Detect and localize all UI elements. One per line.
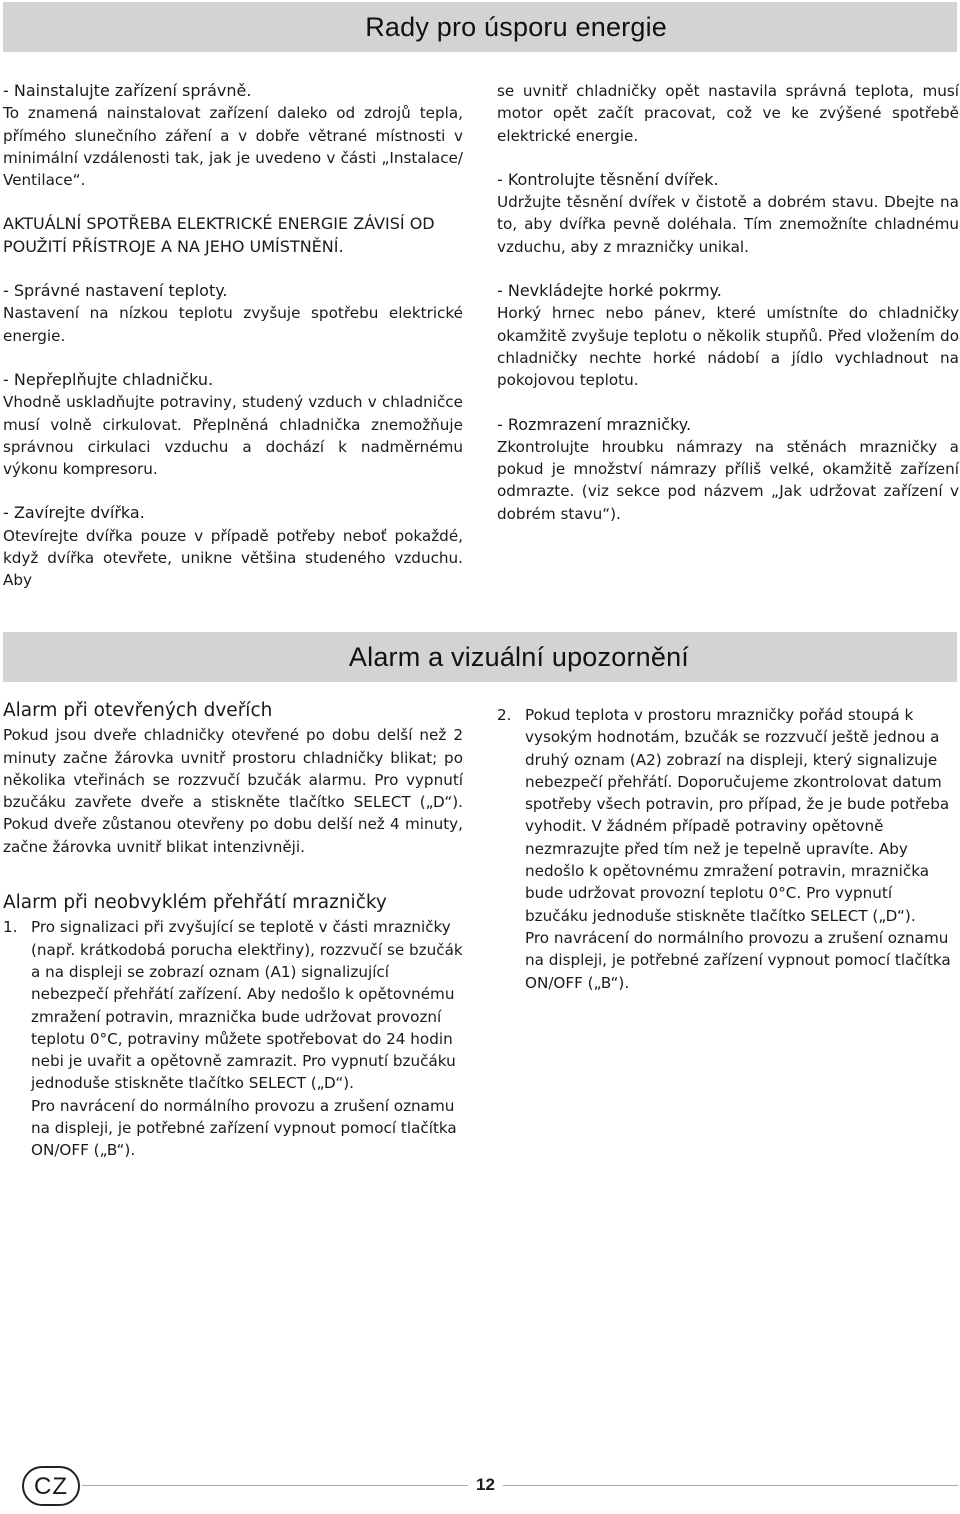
alarm-column-left bbox=[3, 700, 463, 1162]
item-number: 1. bbox=[3, 918, 18, 937]
section-header-alarm bbox=[3, 632, 957, 682]
spacer bbox=[3, 258, 463, 280]
paragraph: Udržujte těsnění dvířek v čistotě a dobrém stavu. Dbejte na to, aby dvířka pevně doléhala. Tím znemožníte chladnému vzduchu, aby z mrazničky unikal. bbox=[497, 193, 959, 256]
spacer bbox=[3, 191, 463, 213]
spacer bbox=[497, 392, 959, 414]
alarm-column-right bbox=[497, 704, 959, 994]
subheading: - Nepřeplňujte chladničku. bbox=[3, 369, 214, 389]
spacer bbox=[3, 480, 463, 502]
numbered-item bbox=[497, 704, 959, 994]
item-text: Pokud teplota v prostoru mrazničky pořád stoupá k vysokým hodnotám, bzučák se rozzvučí ještě jednou a druhý oznam (A2) zobrazí na displeji, který signalizuje nebezpečí přehřátí. Doporučujeme zkontrolovat datum spotřeby všech potravin, pro případ, že je bude potřeba vyhodit. V žádném případě potraviny opětovně nezmrazujte před tím než je tepelně upravíte. Aby nedošlo k opětovnému zmražení potravin, mraznička bude udržovat provozní teplotu 0°C. Pro vypnutí bzučáku jednoduše stiskněte tlačítko SELECT („D“). bbox=[525, 706, 950, 925]
subheading: - Zavírejte dvířka. bbox=[3, 503, 145, 523]
spacer bbox=[497, 258, 959, 280]
subheading: - Nainstalujte zařízení správně. bbox=[3, 81, 252, 100]
section-title: Alarm a vizuální upozornění bbox=[348, 642, 689, 672]
paragraph: Nastavení na nízkou teplotu zvyšuje spotřebu elektrické energie. bbox=[3, 304, 463, 345]
numbered-item bbox=[3, 916, 463, 1161]
paragraph: Zkontrolujte hroubku námrazy na stěnách mrazničky a pokud je množství námrazy příliš velké, okamžitě zařízení odmrazte. (viz sekce pod názvem „Jak udržovat zařízení v dobrém stavu“). bbox=[497, 437, 959, 523]
paragraph: To znamená nainstalovat zařízení daleko od zdrojů tepla, přímého slunečního záření a v dobře větrané místnosti v minimální vzdálenosti tak, jak je uvedeno v části „Instalace/ Ventilace“. bbox=[3, 104, 463, 190]
spacer bbox=[3, 858, 463, 892]
item-number: 2. bbox=[497, 706, 512, 724]
item-text: Pro signalizaci při zvyšující se teplotě v části mrazničky (např. krátkodobá porucha elektřiny), rozzvučí se bzučák a na displeji se zobrazí oznam (A1) signalizující nebezpečí přehřátí zařízení. Aby nedošlo k opětovnému zmražení potravin, mraznička bude udržovat provozní teplotu 0°C, potraviny můžete spotřebovat do 24 hodin nebi je uvařit a opětovně zamrazit. Pro vypnutí bzučáku jednoduše stiskněte tlačítko SELECT („D“). bbox=[31, 918, 463, 1093]
subheading: - Nevkládejte horké pokrmy. bbox=[497, 281, 722, 301]
paragraph: Horký hrnec nebo pánev, které umístníte do chladničky okamžitě zvyšuje teplotu o několik stupňů. Před vložením do chladničky nechte horké nádobí a jídlo vychladnout na pokojovou teplotu. bbox=[497, 304, 959, 390]
page-number: 12 bbox=[468, 1475, 503, 1495]
subheading: - Rozmrazení mrazničky. bbox=[497, 414, 692, 434]
subheading: - Kontrolujte těsnění dvířek. bbox=[497, 169, 719, 189]
item-extra-text: Pro navrácení do normálního provozu a zrušení oznamu na displeji, je potřebné zařízení vypnout pomocí tlačítka ON/OFF („B“). bbox=[525, 928, 951, 992]
energy-column-right bbox=[497, 80, 959, 525]
energy-column-left bbox=[3, 80, 463, 592]
spacer bbox=[3, 347, 463, 369]
subheading: - Správné nastavení teploty. bbox=[3, 281, 228, 301]
language-badge: CZ bbox=[22, 1466, 80, 1506]
item-extra-text: Pro navrácení do normálního provozu a zrušení oznamu na displeji, je potřebné zařízení vypnout pomocí tlačítka ON/OFF („B“). bbox=[31, 1096, 457, 1160]
subheading: Alarm při otevřených dveřích bbox=[3, 700, 273, 721]
paragraph: Vhodně uskladňujte potraviny, studený vzduch v chladničce musí volně cirkulovat. Přeplněná chladnička znemožňuje správnou cirkulaci vzduchu a dochází k nadměrnému výkonu kompresoru. bbox=[3, 393, 463, 479]
footer-divider bbox=[82, 1485, 958, 1486]
paragraph: se uvnitř chladničky opět nastavila správná teplota, musí motor opět začít pracovat, což ve ke zvýšené spotřebě elektrické energie. bbox=[497, 82, 959, 145]
section-title: Rady pro úsporu energie bbox=[365, 12, 667, 42]
paragraph: Pokud jsou dveře chladničky otevřené po dobu delší než 2 minuty začne žárovka uvnitř prostoru chladničky blikat; po několika vteřinách se rozzvučí bzučák alarmu. Pro vypnutí bzučáku zavřete dveře a stiskněte tlačítko SELECT („D“). Pokud dveře zůstanou otevřeny po dobu delší než 4 minuty, začne žárovka uvnitř blikat intenzivněji. bbox=[3, 726, 463, 856]
subheading: Alarm při neobvyklém přehřátí mrazničky bbox=[3, 892, 387, 914]
spacer bbox=[497, 147, 959, 169]
section-header-energy bbox=[3, 2, 957, 52]
paragraph: Otevírejte dvířka pouze v případě potřeby neboť pokaždé, když dvířka otevřete, unikne většina studeného vzduchu. Aby bbox=[3, 526, 463, 590]
subheading: AKTUÁLNÍ SPOTŘEBA ELEKTRICKÉ ENERGIE ZÁVISÍ OD POUŽITÍ PŘÍSTROJE A NA JEHO UMÍSTNĚNÍ. bbox=[3, 214, 435, 256]
